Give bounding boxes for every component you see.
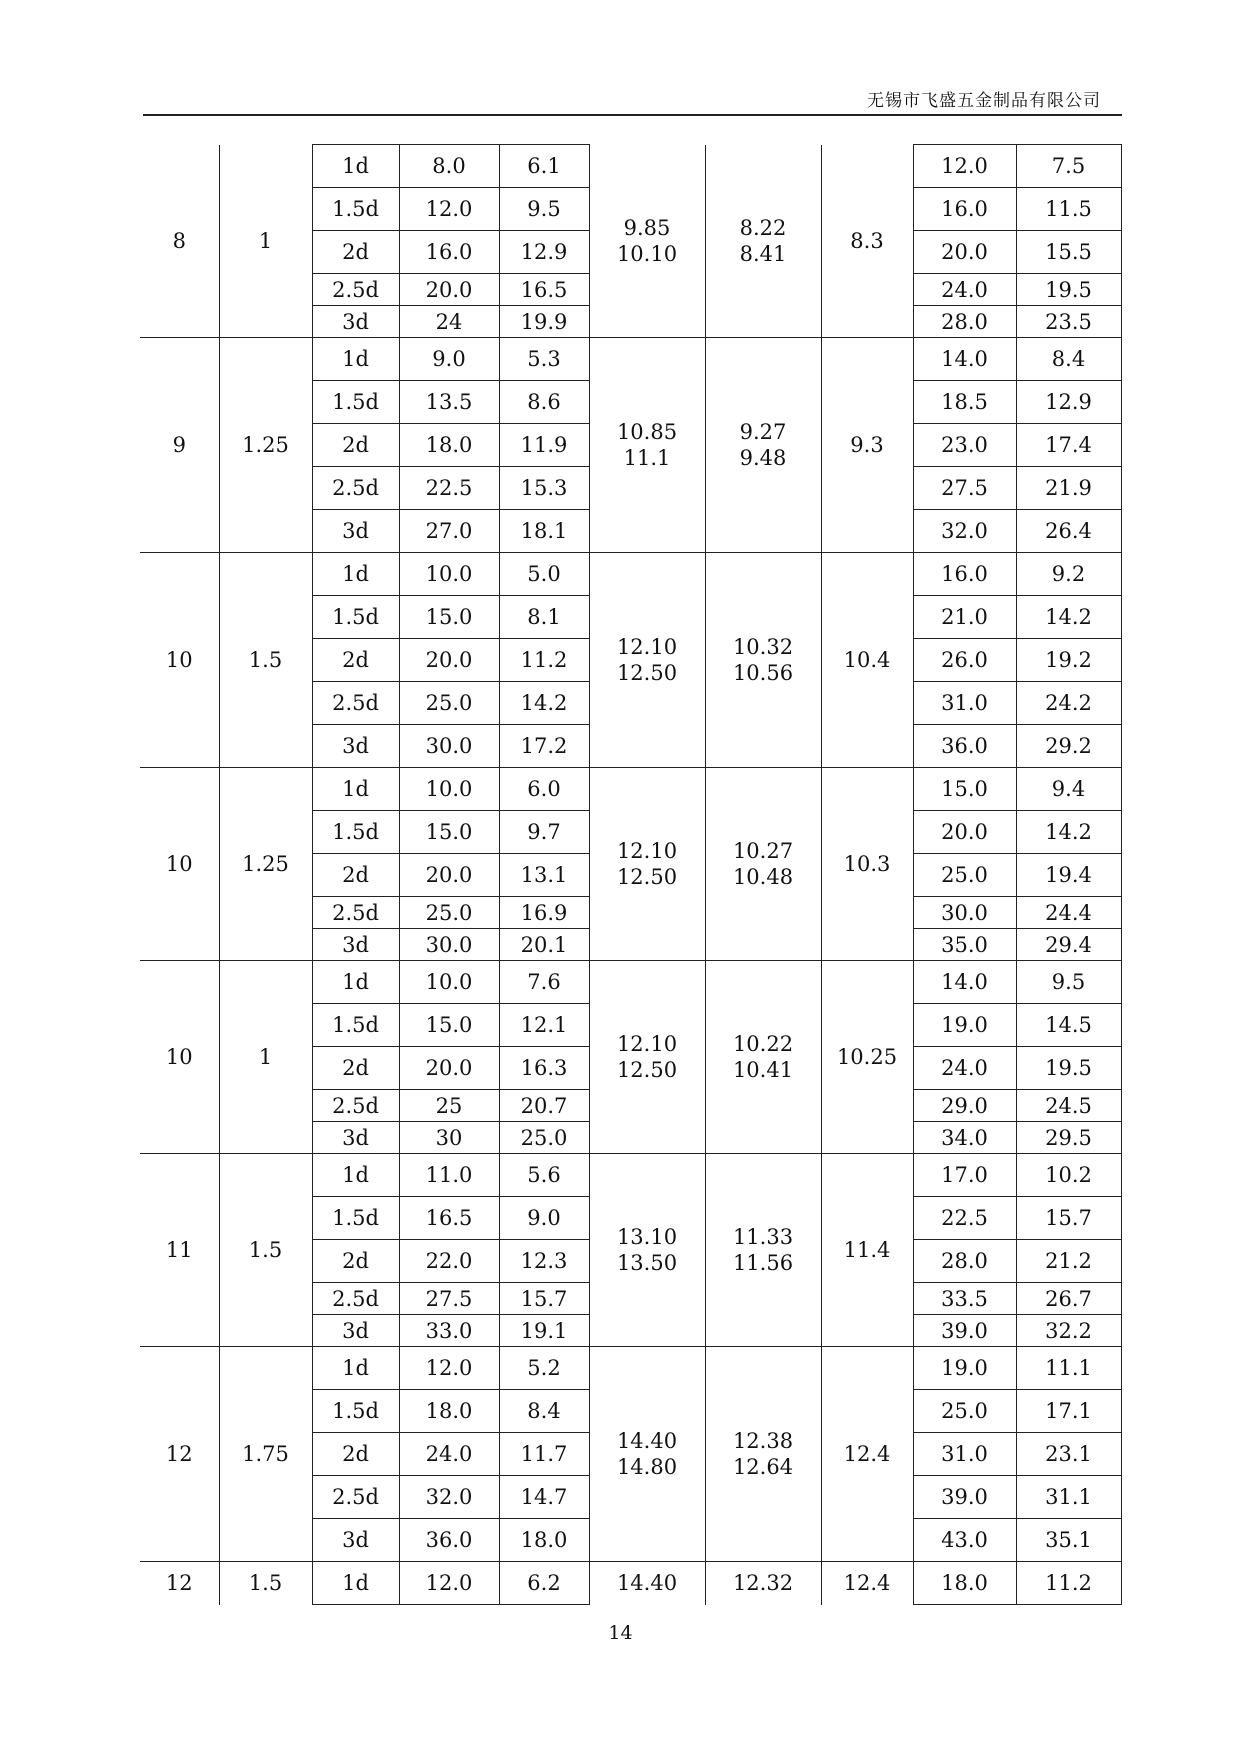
drill-range-2-cell-value: 8.41 [739,241,787,266]
value-a-cell: 36.0 [399,1519,499,1562]
drill-size-cell: 10.25 [821,961,913,1154]
value-a-cell: 10.0 [399,768,499,811]
drill-range-2-cell-value: 10.48 [732,865,794,889]
value-b-cell: 25.0 [499,1122,589,1154]
length-cell: 1d [312,1154,399,1197]
value-d-cell: 15.7 [1016,1197,1121,1240]
drill-range-2-cell-value: 12.38 [732,1429,794,1453]
pitch-cell: 1 [219,145,312,338]
value-a-cell: 13.5 [399,381,499,424]
value-b-cell: 11.2 [499,639,589,682]
value-d-cell: 11.1 [1016,1347,1121,1390]
length-cell: 2d [312,1047,399,1090]
drill-range-1-cell-value: 12.10 [616,839,678,863]
value-d-cell: 14.5 [1016,1004,1121,1047]
value-a-cell: 32.0 [399,1476,499,1519]
value-b-cell: 16.5 [499,274,589,306]
drill-size-cell: 12.4 [821,1347,913,1562]
value-d-cell: 24.2 [1016,682,1121,725]
pitch-cell: 1.75 [219,1347,312,1562]
value-a-cell: 25 [399,1090,499,1122]
value-d-cell: 11.2 [1016,1562,1121,1605]
length-cell: 3d [312,725,399,768]
drill-range-2-cell-value: 12.64 [732,1455,794,1479]
value-a-cell: 12.0 [399,1562,499,1605]
value-a-cell: 15.0 [399,596,499,639]
value-d-cell: 9.5 [1016,961,1121,1004]
value-b-cell: 8.6 [499,381,589,424]
value-c-cell: 18.0 [913,1562,1016,1605]
length-cell: 2d [312,231,399,274]
value-d-cell: 29.5 [1016,1122,1121,1154]
drill-range-2-cell [705,338,821,553]
drill-range-2-cell-value: 9.27 [739,420,787,444]
value-a-cell: 20.0 [399,274,499,306]
length-cell: 2.5d [312,1476,399,1519]
length-cell: 2.5d [312,682,399,725]
major-diameter-cell: 9 [140,338,219,553]
drill-size-cell: 10.3 [821,768,913,961]
value-b-cell: 11.7 [499,1433,589,1476]
length-cell: 2.5d [312,467,399,510]
value-c-cell: 21.0 [913,596,1016,639]
length-cell: 1.5d [312,1390,399,1433]
value-d-cell: 19.4 [1016,854,1121,897]
major-diameter-cell: 8 [140,145,219,338]
value-b-cell: 16.3 [499,1047,589,1090]
value-c-cell: 35.0 [913,929,1016,961]
length-cell: 2d [312,1433,399,1476]
length-cell: 2.5d [312,274,399,306]
value-a-cell: 12.0 [399,1347,499,1390]
value-a-cell: 27.5 [399,1283,499,1315]
value-b-cell: 20.7 [499,1090,589,1122]
value-c-cell: 14.0 [913,961,1016,1004]
value-b-cell: 5.2 [499,1347,589,1390]
pitch-cell: 1.25 [219,338,312,553]
value-b-cell: 14.2 [499,682,589,725]
table-row [140,961,1121,1004]
value-a-cell: 20.0 [399,1047,499,1090]
value-b-cell: 12.1 [499,1004,589,1047]
drill-range-2-cell-value: 11.33 [732,1225,794,1249]
value-d-cell: 29.4 [1016,929,1121,961]
value-b-cell: 16.9 [499,897,589,929]
drill-range-1-cell-value: 14.40 [616,1429,678,1453]
value-d-cell: 19.5 [1016,1047,1121,1090]
value-b-cell: 18.1 [499,510,589,553]
drill-range-1-cell [589,145,705,338]
length-cell: 1.5d [312,596,399,639]
value-d-cell: 21.9 [1016,467,1121,510]
value-c-cell: 16.0 [913,188,1016,231]
value-b-cell: 5.0 [499,553,589,596]
drill-range-1-cell [589,553,705,768]
value-d-cell: 8.4 [1016,338,1121,381]
drill-range-2-cell [705,961,821,1154]
value-d-cell: 32.2 [1016,1315,1121,1347]
drill-range-1-cell-value: 12.50 [616,865,678,889]
drill-range-1-cell-value: 12.10 [616,1032,678,1056]
value-d-cell: 19.5 [1016,274,1121,306]
table-row [140,1562,1121,1605]
value-b-cell: 6.1 [499,145,589,188]
major-diameter-cell: 11 [140,1154,219,1347]
value-a-cell: 15.0 [399,811,499,854]
value-c-cell: 39.0 [913,1476,1016,1519]
value-d-cell: 14.2 [1016,811,1121,854]
value-d-cell: 26.7 [1016,1283,1121,1315]
value-a-cell: 20.0 [399,854,499,897]
value-d-cell: 31.1 [1016,1476,1121,1519]
length-cell: 3d [312,1122,399,1154]
value-d-cell: 17.4 [1016,424,1121,467]
drill-range-1-cell-value: 12.10 [616,635,678,659]
value-d-cell: 24.5 [1016,1090,1121,1122]
drill-size-cell: 9.3 [821,338,913,553]
length-cell: 3d [312,510,399,553]
value-c-cell: 18.5 [913,381,1016,424]
value-a-cell: 11.0 [399,1154,499,1197]
value-a-cell: 24 [399,306,499,338]
value-d-cell: 19.2 [1016,639,1121,682]
value-c-cell: 12.0 [913,145,1016,188]
value-d-cell: 10.2 [1016,1154,1121,1197]
value-a-cell: 18.0 [399,424,499,467]
value-a-cell: 18.0 [399,1390,499,1433]
value-c-cell: 25.0 [913,1390,1016,1433]
drill-size-cell: 11.4 [821,1154,913,1347]
drill-range-1-cell-value: 9.85 [623,215,671,240]
value-b-cell: 19.9 [499,306,589,338]
value-d-cell: 14.2 [1016,596,1121,639]
drill-range-2-cell-value: 12.32 [732,1571,794,1596]
drill-range-2-cell-value: 10.27 [732,839,794,863]
value-c-cell: 24.0 [913,274,1016,306]
major-diameter-cell: 10 [140,961,219,1154]
value-c-cell: 43.0 [913,1519,1016,1562]
value-b-cell: 6.2 [499,1562,589,1605]
drill-range-1-cell [589,961,705,1154]
length-cell: 1.5d [312,1004,399,1047]
pitch-cell: 1.5 [219,1154,312,1347]
value-c-cell: 28.0 [913,306,1016,338]
value-c-cell: 39.0 [913,1315,1016,1347]
value-c-cell: 22.5 [913,1197,1016,1240]
value-c-cell: 15.0 [913,768,1016,811]
pitch-cell: 1.5 [219,1562,312,1605]
value-b-cell: 15.7 [499,1283,589,1315]
value-c-cell: 32.0 [913,510,1016,553]
header-divider [143,114,1122,116]
value-c-cell: 19.0 [913,1004,1016,1047]
major-diameter-cell: 10 [140,553,219,768]
major-diameter-cell: 10 [140,768,219,961]
page-number: 14 [608,1622,633,1644]
value-d-cell: 17.1 [1016,1390,1121,1433]
value-a-cell: 12.0 [399,188,499,231]
length-cell: 1d [312,553,399,596]
value-c-cell: 31.0 [913,1433,1016,1476]
major-diameter-cell: 12 [140,1562,219,1605]
company-name: 无锡市飞盛五金制品有限公司 [867,91,1101,111]
table-row [140,338,1121,381]
drill-range-1-cell-value: 14.80 [616,1455,678,1479]
drill-range-1-cell-value: 12.50 [616,661,678,685]
value-b-cell: 9.0 [499,1197,589,1240]
value-d-cell: 9.4 [1016,768,1121,811]
value-a-cell: 30 [399,1122,499,1154]
table-row [140,1347,1121,1390]
value-a-cell: 8.0 [399,145,499,188]
table-row [140,553,1121,596]
value-d-cell: 15.5 [1016,231,1121,274]
drill-range-2-cell-value: 10.22 [732,1032,794,1056]
drill-range-1-cell-value: 13.10 [616,1225,678,1249]
value-a-cell: 10.0 [399,553,499,596]
length-cell: 1d [312,1562,399,1605]
table-row [140,145,1121,188]
value-b-cell: 6.0 [499,768,589,811]
drill-range-1-cell [589,1347,705,1562]
drill-range-1-cell-value: 10.85 [616,420,678,444]
value-b-cell: 15.3 [499,467,589,510]
value-b-cell: 19.1 [499,1315,589,1347]
drill-range-2-cell [705,145,821,338]
length-cell: 2d [312,639,399,682]
value-c-cell: 26.0 [913,639,1016,682]
value-c-cell: 31.0 [913,682,1016,725]
length-cell: 2d [312,854,399,897]
value-a-cell: 16.0 [399,231,499,274]
value-a-cell: 16.5 [399,1197,499,1240]
value-a-cell: 22.5 [399,467,499,510]
value-a-cell: 27.0 [399,510,499,553]
length-cell: 3d [312,1519,399,1562]
value-d-cell: 35.1 [1016,1519,1121,1562]
length-cell: 2.5d [312,897,399,929]
drill-size-cell: 12.4 [821,1562,913,1605]
drill-range-2-cell-value: 8.22 [739,215,787,240]
value-b-cell: 12.9 [499,231,589,274]
length-cell: 2.5d [312,1090,399,1122]
value-c-cell: 29.0 [913,1090,1016,1122]
value-a-cell: 10.0 [399,961,499,1004]
pitch-cell: 1.5 [219,553,312,768]
drill-size-cell: 10.4 [821,553,913,768]
value-a-cell: 24.0 [399,1433,499,1476]
value-b-cell: 14.7 [499,1476,589,1519]
value-d-cell: 9.2 [1016,553,1121,596]
value-c-cell: 17.0 [913,1154,1016,1197]
value-c-cell: 24.0 [913,1047,1016,1090]
length-cell: 1d [312,768,399,811]
value-a-cell: 25.0 [399,897,499,929]
value-b-cell: 8.4 [499,1390,589,1433]
length-cell: 3d [312,929,399,961]
value-d-cell: 12.9 [1016,381,1121,424]
drill-range-1-cell [589,768,705,961]
value-b-cell: 11.9 [499,424,589,467]
drill-range-1-cell-value: 11.1 [623,446,671,470]
value-d-cell: 7.5 [1016,145,1121,188]
value-d-cell: 23.5 [1016,306,1121,338]
length-cell: 2d [312,1240,399,1283]
value-d-cell: 24.4 [1016,897,1121,929]
value-c-cell: 34.0 [913,1122,1016,1154]
pitch-cell: 1.25 [219,768,312,961]
length-cell: 1d [312,961,399,1004]
drill-range-2-cell-value: 10.41 [732,1058,794,1082]
value-b-cell: 13.1 [499,854,589,897]
value-c-cell: 23.0 [913,424,1016,467]
drill-range-1-cell-value: 10.10 [616,241,678,266]
value-c-cell: 28.0 [913,1240,1016,1283]
pitch-cell: 1 [219,961,312,1154]
value-b-cell: 9.5 [499,188,589,231]
drill-range-2-cell-value: 11.56 [732,1251,794,1275]
length-cell: 1.5d [312,188,399,231]
length-cell: 1d [312,1347,399,1390]
value-a-cell: 15.0 [399,1004,499,1047]
value-b-cell: 12.3 [499,1240,589,1283]
table-row [140,1154,1121,1197]
drill-range-1-cell [589,338,705,553]
value-c-cell: 14.0 [913,338,1016,381]
major-diameter-cell: 12 [140,1347,219,1562]
value-a-cell: 33.0 [399,1315,499,1347]
drill-range-2-cell [705,1154,821,1347]
value-c-cell: 25.0 [913,854,1016,897]
value-b-cell: 17.2 [499,725,589,768]
drill-range-1-cell-value: 13.50 [616,1251,678,1275]
thread-spec-table [140,144,1122,1605]
drill-range-1-cell-value: 12.50 [616,1058,678,1082]
value-c-cell: 16.0 [913,553,1016,596]
value-a-cell: 30.0 [399,725,499,768]
drill-size-cell: 8.3 [821,145,913,338]
drill-range-2-cell-value: 10.32 [732,635,794,659]
value-a-cell: 20.0 [399,639,499,682]
value-b-cell: 5.6 [499,1154,589,1197]
drill-range-1-cell-value: 14.40 [616,1571,678,1596]
drill-range-1-cell [589,1154,705,1347]
value-b-cell: 5.3 [499,338,589,381]
value-a-cell: 22.0 [399,1240,499,1283]
drill-range-2-cell [705,1562,821,1605]
value-c-cell: 33.5 [913,1283,1016,1315]
value-c-cell: 20.0 [913,231,1016,274]
length-cell: 1.5d [312,1197,399,1240]
value-d-cell: 26.4 [1016,510,1121,553]
value-d-cell: 29.2 [1016,725,1121,768]
length-cell: 3d [312,306,399,338]
value-d-cell: 23.1 [1016,1433,1121,1476]
drill-range-2-cell [705,768,821,961]
value-b-cell: 20.1 [499,929,589,961]
value-c-cell: 20.0 [913,811,1016,854]
value-b-cell: 7.6 [499,961,589,1004]
drill-range-2-cell-value: 10.56 [732,661,794,685]
value-a-cell: 30.0 [399,929,499,961]
length-cell: 1.5d [312,811,399,854]
value-c-cell: 30.0 [913,897,1016,929]
length-cell: 1d [312,338,399,381]
value-c-cell: 27.5 [913,467,1016,510]
value-b-cell: 18.0 [499,1519,589,1562]
value-d-cell: 21.2 [1016,1240,1121,1283]
value-b-cell: 9.7 [499,811,589,854]
length-cell: 3d [312,1315,399,1347]
drill-range-2-cell [705,1347,821,1562]
length-cell: 2.5d [312,1283,399,1315]
drill-range-2-cell-value: 9.48 [739,446,787,470]
value-c-cell: 36.0 [913,725,1016,768]
length-cell: 1d [312,145,399,188]
value-b-cell: 8.1 [499,596,589,639]
value-a-cell: 9.0 [399,338,499,381]
drill-range-2-cell [705,553,821,768]
table-row [140,768,1121,811]
drill-range-1-cell [589,1562,705,1605]
value-a-cell: 25.0 [399,682,499,725]
length-cell: 2d [312,424,399,467]
value-c-cell: 19.0 [913,1347,1016,1390]
length-cell: 1.5d [312,381,399,424]
value-d-cell: 11.5 [1016,188,1121,231]
